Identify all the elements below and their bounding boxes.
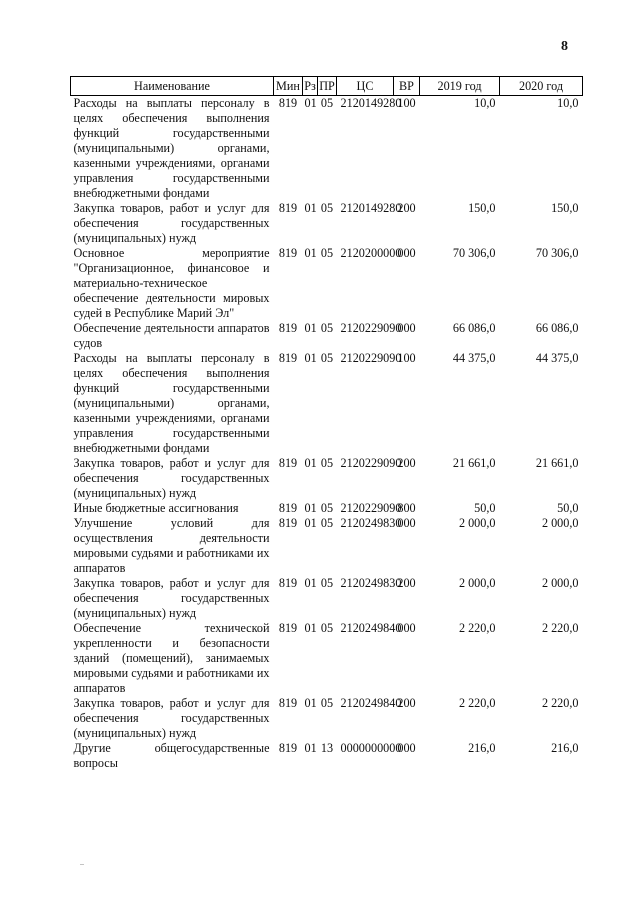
cell-name: Улучшение условий для осуществления деятельности мировыми судьями и работниками их аппаратов <box>73 516 270 575</box>
cell-min: 819 <box>278 696 298 710</box>
cell-cs: 2120149280 <box>340 201 402 215</box>
cell-name: Обеспечение технической укрепленности и безопасности зданий (помещений), занимаемых мировыми судьями и работниками их аппаратов <box>73 621 270 695</box>
cell-y2020: 2 220,0 <box>541 696 579 710</box>
footer-mark: .. <box>80 858 84 867</box>
cell-vr: 000 <box>397 516 416 530</box>
cell-cs: 2120249840 <box>340 621 402 635</box>
cell-rz: 01 <box>304 501 317 515</box>
cell-rz: 01 <box>304 576 317 590</box>
header-vr: ВР <box>394 77 420 96</box>
cell-cs: 2120249830 <box>340 576 402 590</box>
cell-pr: 05 <box>320 351 334 365</box>
cell-pr: 05 <box>320 321 334 335</box>
cell-y2019: 70 306,0 <box>452 246 496 260</box>
cell-name: Закупка товаров, работ и услуг для обеспечения государственных (муниципальных) нужд <box>73 456 270 500</box>
cell-cs: 2120229090 <box>340 351 402 365</box>
cell-rz: 01 <box>304 246 317 260</box>
cell-vr: 000 <box>397 621 416 635</box>
cell-rz: 01 <box>304 741 317 755</box>
cell-name: Расходы на выплаты персоналу в целях обеспечения выполнения функций государственными (муниципальными) органами, казенными учреждениями, органами управления государственными внебюджетными фондами <box>73 351 270 455</box>
table-row <box>71 321 583 351</box>
cell-rz: 01 <box>304 201 317 215</box>
cell-min: 819 <box>278 516 298 530</box>
header-min: Мин <box>274 77 303 96</box>
cell-vr: 000 <box>397 321 416 335</box>
cell-rz: 01 <box>304 456 317 470</box>
cell-vr: 100 <box>397 96 416 110</box>
cell-y2019: 2 000,0 <box>458 576 496 590</box>
cell-vr: 800 <box>397 501 416 515</box>
cell-y2019: 10,0 <box>474 96 496 110</box>
cell-pr: 05 <box>320 246 334 260</box>
cell-y2019: 2 220,0 <box>458 621 496 635</box>
cell-pr: 13 <box>320 741 334 755</box>
table-row <box>71 696 583 741</box>
cell-y2020: 216,0 <box>551 741 579 755</box>
cell-name: Обеспечение деятельности аппаратов судов <box>73 321 270 350</box>
cell-pr: 05 <box>320 516 334 530</box>
cell-min: 819 <box>278 576 298 590</box>
cell-cs: 2120149280 <box>340 96 402 110</box>
cell-rz: 01 <box>304 321 317 335</box>
cell-cs: 2120229090 <box>340 456 402 470</box>
header-2019: 2019 год <box>420 77 500 96</box>
cell-y2020: 2 220,0 <box>541 621 579 635</box>
cell-vr: 200 <box>397 456 416 470</box>
cell-vr: 000 <box>397 246 416 260</box>
cell-y2019: 216,0 <box>468 741 496 755</box>
cell-y2020: 150,0 <box>551 201 579 215</box>
table-row <box>71 516 583 576</box>
table-header-row <box>71 77 583 96</box>
table-row <box>71 501 583 516</box>
cell-min: 819 <box>278 96 298 110</box>
table-row <box>71 246 583 321</box>
cell-y2020: 66 086,0 <box>535 321 579 335</box>
cell-y2020: 70 306,0 <box>535 246 579 260</box>
cell-y2019: 50,0 <box>474 501 496 515</box>
cell-pr: 05 <box>320 96 334 110</box>
cell-y2020: 50,0 <box>557 501 579 515</box>
cell-pr: 05 <box>320 456 334 470</box>
cell-y2020: 2 000,0 <box>541 576 579 590</box>
cell-y2019: 21 661,0 <box>452 456 496 470</box>
header-rz: Рз <box>303 77 318 96</box>
cell-min: 819 <box>278 501 298 515</box>
cell-y2019: 2 220,0 <box>458 696 496 710</box>
cell-y2020: 2 000,0 <box>541 516 579 530</box>
cell-pr: 05 <box>320 576 334 590</box>
cell-rz: 01 <box>304 696 317 710</box>
page-number: 8 <box>561 39 568 54</box>
table-row <box>71 351 583 456</box>
cell-name: Закупка товаров, работ и услуг для обеспечения государственных (муниципальных) нужд <box>73 201 270 245</box>
header-2020: 2020 год <box>500 77 583 96</box>
cell-y2020: 10,0 <box>557 96 579 110</box>
table-body <box>71 96 583 772</box>
table-row <box>71 96 583 202</box>
cell-cs: 2120249830 <box>340 516 402 530</box>
cell-vr: 200 <box>397 696 416 710</box>
header-cs: ЦС <box>337 77 394 96</box>
cell-cs: 0000000000 <box>340 741 402 755</box>
cell-min: 819 <box>278 741 298 755</box>
header-pr: ПР <box>318 77 337 96</box>
table-row <box>71 576 583 621</box>
cell-rz: 01 <box>304 351 317 365</box>
cell-pr: 05 <box>320 501 334 515</box>
cell-vr: 200 <box>397 576 416 590</box>
cell-pr: 05 <box>320 201 334 215</box>
cell-name: Закупка товаров, работ и услуг для обеспечения государственных (муниципальных) нужд <box>73 696 270 740</box>
cell-min: 819 <box>278 246 298 260</box>
cell-pr: 05 <box>320 621 334 635</box>
table-row <box>71 741 583 771</box>
cell-rz: 01 <box>304 516 317 530</box>
cell-y2019: 66 086,0 <box>452 321 496 335</box>
cell-y2019: 2 000,0 <box>458 516 496 530</box>
cell-vr: 100 <box>397 351 416 365</box>
table-row <box>71 456 583 501</box>
cell-y2019: 44 375,0 <box>452 351 496 365</box>
cell-rz: 01 <box>304 96 317 110</box>
cell-rz: 01 <box>304 621 317 635</box>
cell-cs: 2120229090 <box>340 501 402 515</box>
cell-vr: 000 <box>397 741 416 755</box>
cell-name: Закупка товаров, работ и услуг для обеспечения государственных (муниципальных) нужд <box>73 576 270 620</box>
cell-min: 819 <box>278 351 298 365</box>
header-name: Наименование <box>71 77 274 96</box>
cell-cs: 2120249840 <box>340 696 402 710</box>
table-row <box>71 201 583 246</box>
cell-y2020: 21 661,0 <box>535 456 579 470</box>
cell-y2019: 150,0 <box>468 201 496 215</box>
cell-name: Основное мероприятие "Организационное, финансовое и материально-техническое обеспечение деятельности мировых судей в Республике Марий Эл" <box>73 246 270 320</box>
cell-cs: 2120229090 <box>340 321 402 335</box>
cell-name: Расходы на выплаты персоналу в целях обеспечения выполнения функций государственными (муниципальными) органами, казенными учреждениями, органами управления государственными внебюджетными фондами <box>73 96 270 200</box>
cell-name: Иные бюджетные ассигнования <box>73 501 239 515</box>
cell-pr: 05 <box>320 696 334 710</box>
budget-table <box>70 76 583 771</box>
cell-min: 819 <box>278 321 298 335</box>
cell-min: 819 <box>278 201 298 215</box>
cell-vr: 200 <box>397 201 416 215</box>
cell-y2020: 44 375,0 <box>535 351 579 365</box>
cell-min: 819 <box>278 621 298 635</box>
cell-cs: 2120200000 <box>340 246 402 260</box>
cell-min: 819 <box>278 456 298 470</box>
table-row <box>71 621 583 696</box>
cell-name: Другие общегосударственные вопросы <box>73 741 270 770</box>
